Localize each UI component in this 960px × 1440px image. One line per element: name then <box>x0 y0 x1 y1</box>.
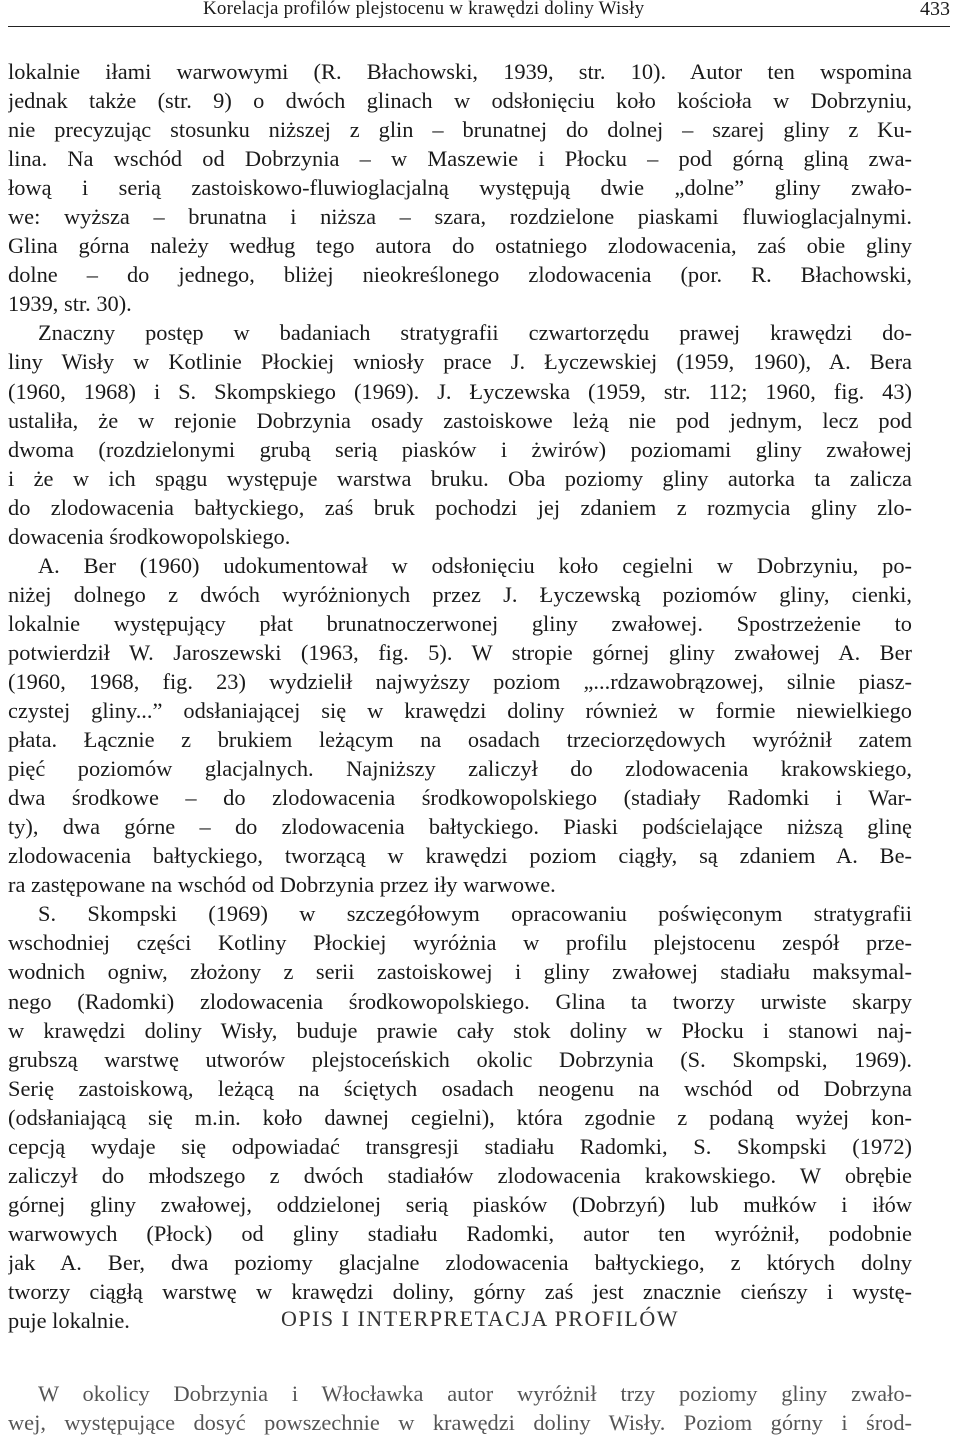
text-line: (1960, 1968, fig. 23) wydzielił najwyższy poziom „...rdzawobrązowej, silnie piasz- <box>8 668 912 694</box>
text-line: i że w ich spągu występuje warstwa bruku. Oba poziomy gliny autorka ta zalicza <box>8 465 912 491</box>
section-heading: OPIS I INTERPRETACJA PROFILÓW <box>280 1306 680 1331</box>
text-line: nego (Radomki) zlodowacenia środkowopolskiego. Glina ta tworzy urwiste skarpy <box>8 988 912 1014</box>
text-line: czystej gliny...” odsłaniającej się w krawędzi doliny również w formie niewielkiego <box>8 698 912 724</box>
text-line: dolne – do jednego, bliżej nieokreślonego zlodowacenia (por. R. Błachowski, <box>8 262 912 288</box>
text-line: nie precyzując stosunku niższej z glin – brunatnej do dolnej – szarej gliny z Ku- <box>8 117 912 143</box>
text-line: zaliczył do młodszego z dwóch stadiałów zlodowacenia krakowskiego. W obrębie <box>8 1162 912 1188</box>
text-line: łową i serią zastoiskowo-fluwioglacjalną występują dwie „dolne” gliny zwało- <box>8 175 912 201</box>
text-line: Serię zastoiskową, leżącą na ściętych osadach neogenu na wschód od Dobrzyna <box>8 1075 912 1101</box>
text-line: w krawędzi doliny Wisły, buduje prawie cały stok doliny w Płocku i stanowi naj- <box>8 1017 912 1043</box>
text-line: S. Skompski (1969) w szczegółowym opracowaniu poświęconym stratygrafii <box>38 901 912 927</box>
text-line: niżej dolnego z dwóch wyróżnionych przez J. Łyczewską poziomów gliny, cienki, <box>8 581 912 607</box>
text-line: warwowych (Płock) od gliny stadiału Radomki, autor ten wyróżnił, podobnie <box>8 1220 912 1246</box>
text-line: dwoma (rozdzielonymi grubą serią piasków i żwirów) poziomami gliny zwałowej <box>8 436 912 462</box>
text-line: (1960, 1968) i S. Skompskiego (1969). J. Łyczewska (1959, str. 112; 1960, fig. 43) <box>8 378 912 404</box>
page-number: 433 <box>920 0 950 20</box>
text-line: (odsłaniającą się m.in. koło dawnej cegielni), która zgodnie z podaną wyżej kon- <box>8 1104 912 1130</box>
text-line: lokalnie iłami warwowymi (R. Błachowski, 1939, str. 10). Autor ten wspomina <box>8 59 912 84</box>
text-line: lokalnie występujący płat brunatnoczerwonej gliny zwałowej. Spostrzeżenie to <box>8 610 912 636</box>
text-line: dwa środkowe – do zlodowacenia środkowopolskiego (stadiały Radomki i War- <box>8 785 912 811</box>
text-line: jak A. Ber, dwa poziomy glacjalne zlodowacenia bałtyckiego, z których dolny <box>8 1249 912 1275</box>
text-line: ra zastępowane na wschód od Dobrzynia przez iły warwowe. <box>8 872 556 898</box>
text-line: potwierdził W. Jaroszewski (1963, fig. 5). W stropie górnej gliny zwałowej A. Ber <box>8 639 912 665</box>
text-line: Znaczny postęp w badaniach stratygrafii czwartorzędu prawej krawędzi do- <box>38 320 912 346</box>
text-line: wej, występujące dosyć powszechnie w krawędzi doliny Wisły. Poziom górny i środ- <box>8 1410 912 1436</box>
text-line: pięć poziomów glacjalnych. Najniższy zaliczył do zlodowacenia krakowskiego, <box>8 756 912 782</box>
text-line: we: wyższa – brunatna i niższa – szara, rozdzielone piaskami fluwioglacjalnymi. <box>8 204 912 230</box>
running-title: Korelacja profilów plejstocenu w krawędzi doliny Wisły <box>203 0 645 19</box>
text-line: W okolicy Dobrzynia i Włocławka autor wyróżnił trzy poziomy gliny zwało- <box>38 1381 912 1406</box>
body-text <box>8 57 912 1335</box>
text-line: górnej gliny zwałowej, oddzielonej serią piasków (Dobrzyń) lub mułków i iłów <box>8 1191 912 1217</box>
text-line: 1939, str. 30). <box>8 291 132 317</box>
text-line: płata. Łącznie z brukiem leżącym na osadach trzeciorzędowych wyróżnił zatem <box>8 727 912 753</box>
text-line: zlodowacenia bałtyckiego, tworzącą w krawędzi poziom ciągły, są zdaniem A. Be- <box>8 843 912 869</box>
text-line: do zlodowacenia bałtyckiego, zaś bruk pochodzi jej zdaniem z rozmycia gliny zlo- <box>8 494 912 520</box>
text-line: A. Ber (1960) udokumentował w odsłonięciu koło cegielni w Dobrzyniu, po- <box>38 552 912 578</box>
text-line: Glina górna należy według tego autora do ostatniego zlodowacenia, zaś obie gliny <box>8 233 912 259</box>
running-header <box>8 0 950 27</box>
text-line: ty), dwa górne – do zlodowacenia bałtyckiego. Piaski podścielające niższą glinę <box>8 814 912 840</box>
text-line: puje lokalnie. <box>8 1308 130 1334</box>
text-line: wschodniej części Kotliny Płockiej wyróżnia w profilu plejstocenu zespół prze- <box>8 930 912 956</box>
text-line: wodnich ogniw, złożony z serii zastoiskowej i gliny zwałowej stadiału maksymal- <box>8 959 912 985</box>
text-line: dowacenia środkowopolskiego. <box>8 523 291 549</box>
tail-text <box>8 1379 912 1437</box>
text-line: ustaliła, że w rejonie Dobrzynia osady zastoiskowe leżą nie pod jednym, lecz pod <box>8 407 912 433</box>
text-line: cepcją wydaje się odpowiadać transgresji stadiału Radomki, S. Skompski (1972) <box>8 1133 912 1159</box>
text-line: tworzy ciągłą warstwę w krawędzi doliny, górny zaś jest znacznie cieńszy i wystę- <box>8 1278 912 1304</box>
text-line: lina. Na wschód od Dobrzynia – w Maszewie i Płocku – pod górną gliną zwa- <box>8 146 912 172</box>
text-line: grubszą warstwę utworów plejstoceńskich okolic Dobrzynia (S. Skompski, 1969). <box>8 1046 912 1072</box>
text-line: jednak także (str. 9) o dwóch glinach w odsłonięciu koło kościoła w Dobrzyniu, <box>8 88 912 114</box>
text-line: liny Wisły w Kotlinie Płockiej wniosły prace J. Łyczewskiej (1959, 1960), A. Bera <box>8 349 912 375</box>
